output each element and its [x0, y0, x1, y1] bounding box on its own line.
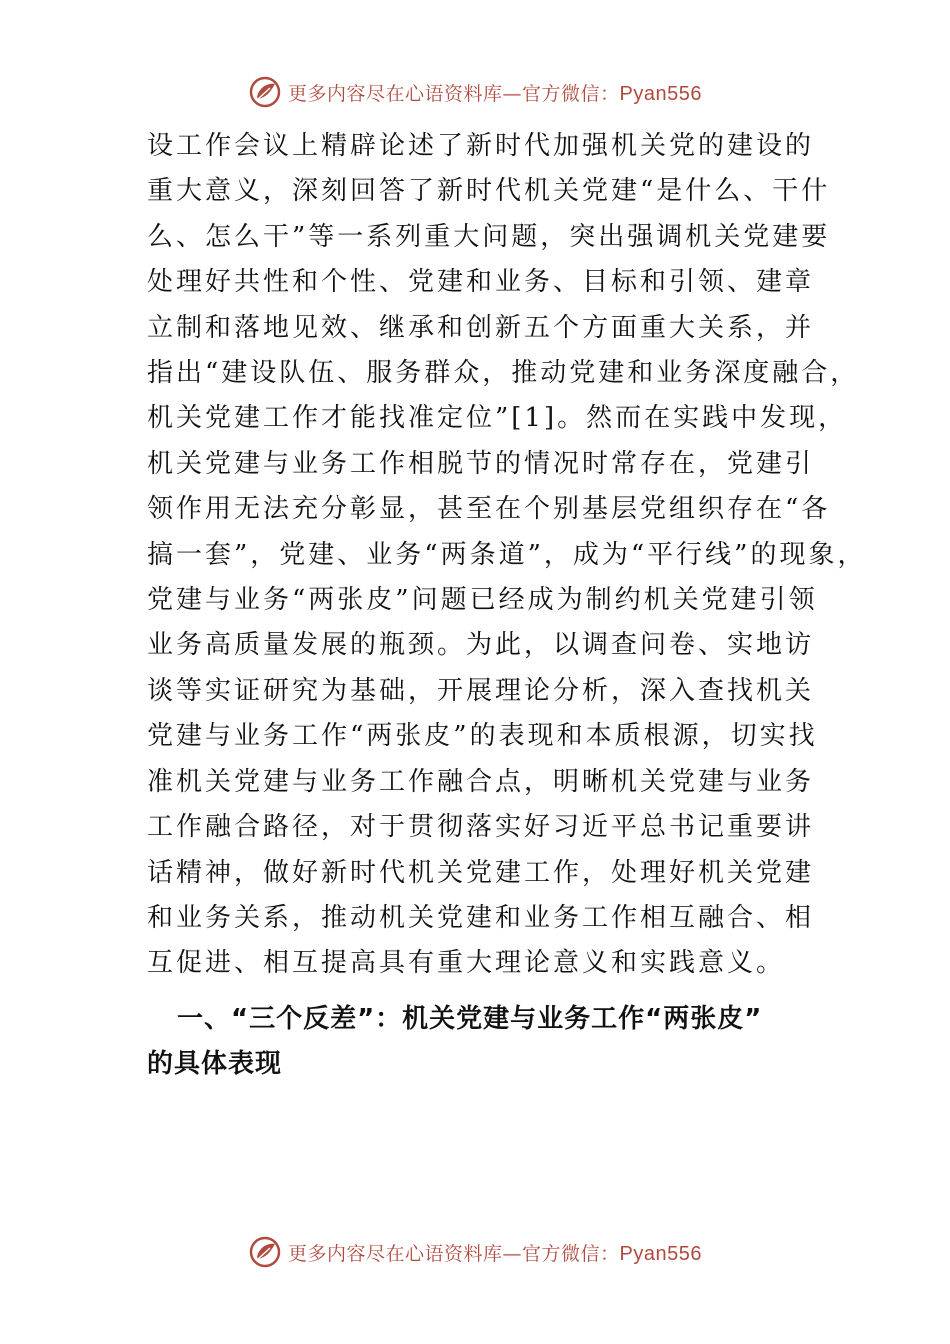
paragraph-line: 互促进、相互提高具有重大理论意义和实践意义。 — [147, 948, 786, 979]
paragraph-line: 立制和落地见效、继承和创新五个方面重大关系，并 — [147, 312, 815, 343]
paragraph-line: 搞一套”，党建、业务“两条道”，成为“平行线”的现象， — [147, 539, 867, 570]
paragraph-line: 工作融合路径，对于贯彻落实好习近平总书记重要讲 — [147, 812, 815, 843]
paragraph-line: 设工作会议上精辟论述了新时代加强机关党的建设的 — [147, 131, 815, 161]
heading-line: 的具体表现 — [147, 1048, 283, 1079]
paragraph-line: 机关党建与业务工作相脱节的情况时常存在，党建引 — [147, 448, 815, 479]
paragraph-line: 处理好共性和个性、党建和业务、目标和引领、建章 — [147, 267, 815, 298]
paragraph-line: 党建与业务“两张皮”问题已经成为制约机关党建引领 — [147, 585, 818, 616]
paragraph-line: 机关党建工作才能找准定位”[1]。然而在实践中发现， — [147, 403, 848, 434]
watermark-text: 更多内容尽在心语资料库—官方微信：Pyan556 — [288, 82, 702, 105]
leaf-seal-icon — [248, 75, 282, 109]
footer-watermark — [0, 1232, 950, 1272]
watermark-text: 更多内容尽在心语资料库—官方微信：Pyan556 — [288, 1242, 702, 1265]
document-body — [147, 124, 867, 1087]
paragraph-line: 话精神，做好新时代机关党建工作，处理好机关党建 — [147, 857, 815, 888]
paragraph-line: 重大意义，深刻回答了新时代机关党建“是什么、干什 — [147, 176, 831, 207]
paragraph-line: 准机关党建与业务工作融合点，明晰机关党建与业务 — [147, 766, 815, 797]
paragraph-line: 和业务关系，推动机关党建和业务工作相互融合、相 — [147, 902, 815, 933]
paragraph-line: 指出“建设队伍、服务群众，推动党建和业务深度融合， — [147, 358, 860, 389]
header-watermark — [0, 72, 950, 112]
paragraph-line: 领作用无法充分彰显，甚至在个别基层党组织存在“各 — [147, 494, 831, 525]
heading-line: 一、“三个反差”：机关党建与业务工作“两张皮” — [177, 1003, 763, 1034]
watermark-wechat-id: Pyan556 — [619, 82, 702, 105]
body-paragraph — [147, 124, 867, 987]
section-heading — [147, 997, 807, 1087]
paragraph-line: 党建与业务工作“两张皮”的表现和本质根源，切实找 — [147, 721, 818, 752]
leaf-seal-icon — [248, 1235, 282, 1269]
paragraph-line: 么、怎么干”等一系列重大问题，突出强调机关党建要 — [147, 221, 831, 252]
paragraph-line: 业务高质量发展的瓶颈。为此，以调查问卷、实地访 — [147, 630, 815, 661]
paragraph-line: 谈等实证研究为基础，开展理论分析，深入查找机关 — [147, 675, 815, 706]
watermark-wechat-id: Pyan556 — [619, 1242, 702, 1265]
